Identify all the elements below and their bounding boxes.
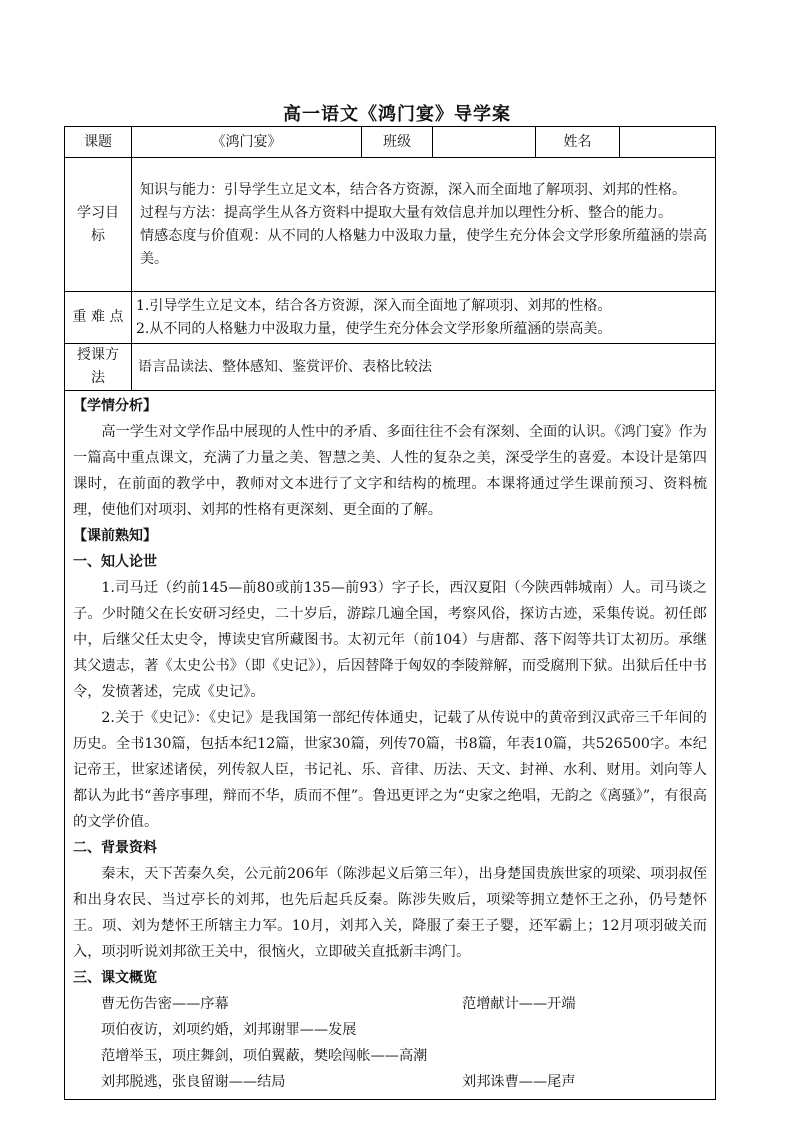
goals-label: 学习目标 bbox=[65, 158, 132, 292]
goal-item: 过程与方法：提高学生从各方资料中提取大量有效信息并加以理性分析、整合的能力。 bbox=[140, 204, 672, 221]
goal-item: 情感态度与价值观：从不同的人格魅力中汲取力量，使学生充分体会文学形象所蕴涵的崇高美。 bbox=[140, 227, 707, 267]
header-row bbox=[65, 127, 716, 158]
class-label: 班级 bbox=[362, 127, 433, 158]
section-1-heading: 一、知人论世 bbox=[73, 554, 157, 570]
section-3-heading: 三、课文概览 bbox=[73, 970, 157, 986]
body-row bbox=[65, 391, 716, 1100]
class-field[interactable] bbox=[433, 127, 536, 158]
name-label: 姓名 bbox=[536, 127, 620, 158]
preview-heading: 【课前熟知】 bbox=[73, 528, 157, 544]
outline-item: 项伯夜访，刘项约婚，刘邦谢罪——发展 bbox=[101, 1022, 357, 1038]
outline-item: 范增献计——开端 bbox=[462, 996, 576, 1012]
section-2-paragraph-1: 秦末，天下苦秦久矣，公元前206年（陈涉起义后第三年），出身楚国贵族世家的项梁、项羽叔侄和出身农民、当过亭长的刘邦，也先后起兵反秦。陈涉失败后，项梁等拥立楚怀王之孙，仍号楚怀王。项、刘为楚怀王所辖主力军。10月，刘邦入关，降服了秦王子婴，还军霸上；12月项羽破关而入，项羽听说刘邦欲王关中，很恼火，立即破关直抵新丰鸿门。 bbox=[73, 866, 707, 960]
section-1-paragraph-1: 1.司马迁（约前145—前80或前135—前93）字子长，西汉夏阳（今陕西韩城南）人。司马谈之子。少时随父在长安研习经史，二十岁后，游踪几遍全国，考察风俗，探访古迹，采集传说。初任郎中，后继父任太史令，博读史官所藏图书。太初元年（前104）与唐都、落下闳等共订太初历。承继其父遗志，著《太史公书》（即《史记》），后因替降于匈奴的李陵辩解，而受腐刑下狱。出狱后任中书令，发愤著述，完成《史记》。 bbox=[73, 580, 707, 700]
section-2-heading: 二、背景资料 bbox=[73, 840, 157, 856]
goals-content bbox=[132, 158, 716, 292]
key-point-item: 1.引导学生立足文本，结合各方资源，深入而全面地了解项羽、刘邦的性格。 bbox=[136, 297, 612, 314]
method-label: 授课方法 bbox=[65, 344, 132, 391]
key-points-row bbox=[65, 292, 716, 344]
lesson-plan-table bbox=[64, 126, 716, 1100]
key-point-item: 2.从不同的人格魅力中汲取力量，使学生充分体会文学形象所蕴涵的崇高美。 bbox=[136, 320, 612, 337]
name-field[interactable] bbox=[620, 127, 716, 158]
outline-row bbox=[73, 1043, 707, 1069]
analysis-heading: 【学情分析】 bbox=[73, 398, 157, 414]
method-row bbox=[65, 344, 716, 391]
outline-row bbox=[73, 1069, 707, 1095]
outline-row bbox=[73, 991, 707, 1017]
section-1-paragraph-2: 2.关于《史记》：《史记》是我国第一部纪传体通史，记载了从传说中的黄帝到汉武帝三千年间的历史。全书130篇，包括本纪12篇，世家30篇，列传70篇，书8篇，年表10篇，共526500字。本纪记帝王，世家述诸侯，列传叙人臣，书记礼、乐、音律、历法、天文、封禅、水利、财用。刘向等人都认为此书“善序事理，辩而不华，质而不俚”。鲁迅更评之为“史家之绝唱，无韵之《离骚》”，有很高的文学价值。 bbox=[73, 710, 707, 830]
key-points-content bbox=[132, 292, 716, 344]
outline-item bbox=[462, 1017, 707, 1043]
course-label: 课题 bbox=[65, 127, 132, 158]
body-content bbox=[65, 391, 716, 1100]
analysis-paragraph: 高一学生对文学作品中展现的人性中的矛盾、多面往往不会有深刻、全面的认识。《鸿门宴》作为一篇高中重点课文，充满了力量之美、智慧之美、人性的复杂之美，深受学生的喜爱。本设计是第四课时，在前面的教学中，教师对文本进行了文字和结构的梳理。本课将通过学生课前预习、资料梳理，使他们对项羽、刘邦的性格有更深刻、更全面的了解。 bbox=[73, 424, 707, 518]
course-value: 《鸿门宴》 bbox=[132, 127, 362, 158]
goal-item: 知识与能力：引导学生立足文本，结合各方资源，深入而全面地了解项羽、刘邦的性格。 bbox=[140, 181, 686, 198]
outline-item bbox=[462, 1043, 707, 1069]
outline-item: 范增举玉，项庄舞剑，项伯翼蔽，樊哙闯帐——高潮 bbox=[101, 1048, 428, 1064]
outline-item: 刘邦诛曹——尾声 bbox=[462, 1074, 576, 1090]
outline-item: 刘邦脱逃，张良留谢——结局 bbox=[101, 1074, 286, 1090]
outline-item: 曹无伤告密——序幕 bbox=[101, 996, 229, 1012]
goals-row bbox=[65, 158, 716, 292]
key-points-label: 重 难 点 bbox=[65, 292, 132, 344]
outline-row bbox=[73, 1017, 707, 1043]
page-title: 高一语文《鸿门宴》导学案 bbox=[283, 104, 511, 125]
method-value: 语言品读法、整体感知、鉴赏评价、表格比较法 bbox=[132, 344, 716, 391]
